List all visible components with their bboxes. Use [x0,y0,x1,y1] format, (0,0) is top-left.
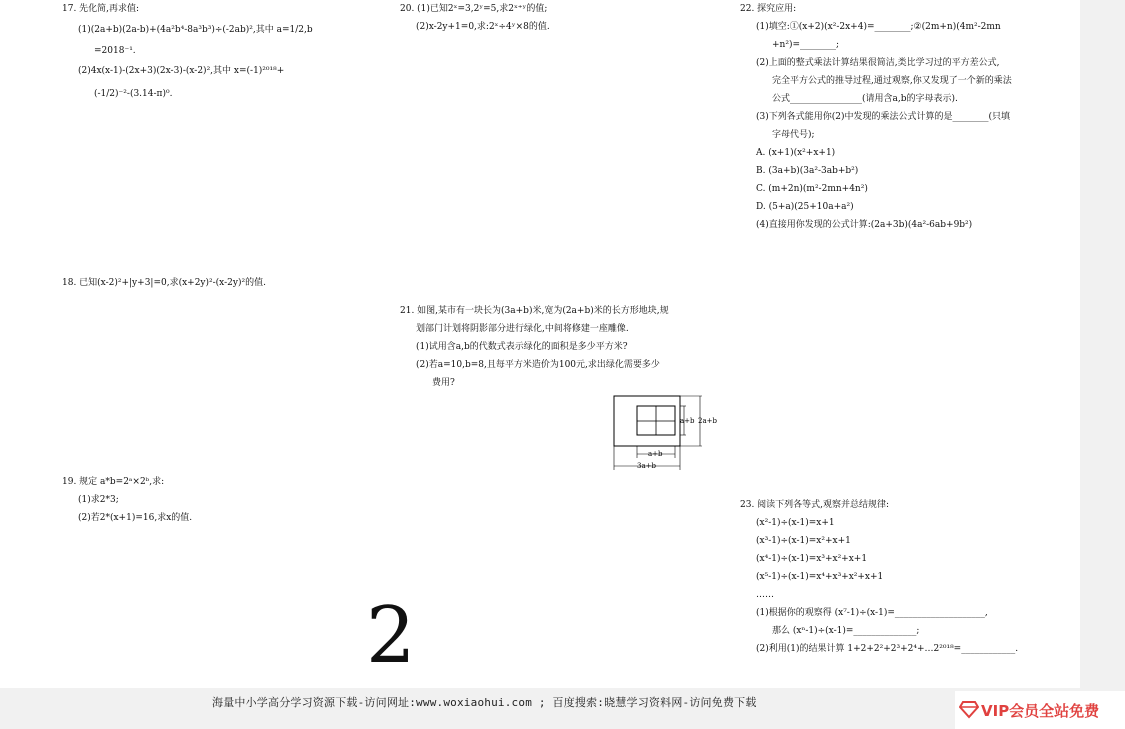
q22-option-d: D. (5+a)(25+10a+a²) [756,202,854,212]
q22-line6: (3)下列各式能用你(2)中发现的乘法公式计算的是________(只填 [756,112,1011,122]
q22-option-b: B. (3a+b)(3a²-3ab+b²) [756,166,859,176]
q17-title: 17. 先化简,再求值: [62,4,140,14]
q23-line2: 那么 (xⁿ-1)÷(x-1)=______________; [772,626,920,636]
question-21 [400,302,669,392]
q19-part1: (1)求2*3; [78,495,119,505]
q23-eq1: (x²-1)÷(x-1)=x+1 [756,518,835,528]
question-17 [62,0,313,103]
q19-title: 19. 规定 a*b=2ᵃ×2ᵇ,求: [62,477,165,487]
q22-line3: (2)上面的整式乘法计算结果很简洁,类比学习过的平方差公式, [756,58,1000,68]
question-18: 18. 已知(x-2)²+|y+3|=0,求(x+2y)²-(x-2y)²的值. [62,278,266,288]
q17-part2: (2)4x(x-1)-(2x+3)(2x-3)-(x-2)²,其中 x=(-1)²⁰¹⁸+ [78,66,285,76]
q23-line1: (1)根据你的观察得 (x⁷-1)÷(x-1)=____________________, [756,608,988,618]
q22-line2: +n²)=________; [772,40,840,50]
q23-eq4: (x⁵-1)÷(x-1)=x⁴+x³+x²+x+1 [756,572,884,582]
q22-line1: (1)填空:①(x+2)(x²-2x+4)=________;②(2m+n)(4m²-2mn [756,22,1001,32]
question-23 [740,496,1018,658]
q21-line2: 划部门计划将阴影部分进行绿化,中间将修建一座雕像. [416,324,629,334]
q22-line4: 完全平方公式的推导过程,通过观察,你又发现了一个新的乘法 [772,76,1012,86]
q20-part1: 20. (1)已知2ˣ=3,2ʸ=5,求2ˣ⁺ʸ的值; [400,4,548,14]
q20-part2: (2)x-2y+1=0,求:2ˣ÷4ʸ×8的值. [416,22,550,32]
q22-option-c: C. (m+2n)(m²-2mn+4n²) [756,184,868,194]
q23-eq3: (x⁴-1)÷(x-1)=x³+x²+x+1 [756,554,868,564]
vip-badge[interactable] [955,691,1125,729]
question-22 [740,0,1012,234]
q17-part2-cont: (-1/2)⁻²-(3.14-π)⁰. [94,89,173,99]
footer-banner: 海量中小学高分学习资源下载-访问网址:www.woxiaohui.com ; 百度搜索:晓慧学习资料网-访问免费下载 [212,696,757,709]
page-number: 2 [366,591,416,681]
q21-line3: (1)试用含a,b的代数式表示绿化的面积是多少平方米? [416,342,628,352]
q22-line7: 字母代号); [772,130,815,140]
q17-part1-cont: =2018⁻¹. [94,46,136,56]
q22-option-a: A. (x+1)(x²+x+1) [756,148,836,158]
q21-line5: 费用? [432,378,455,388]
q17-part1: (1)(2a+b)(2a-b)+(4a²b⁴-8a³b³)÷(-2ab)²,其中 a=1/2,b [78,25,313,35]
question-19 [62,473,192,527]
q23-dots: …… [756,590,774,600]
question-20 [400,0,550,36]
q23-eq2: (x³-1)÷(x-1)=x²+x+1 [756,536,851,546]
diamond-icon [959,699,979,719]
q21-figure [606,388,726,472]
fig-label-inner-h: a+b [680,417,695,425]
q23-line3: (2)利用(1)的结果计算 1+2+2²+2³+2⁴+…2²⁰¹⁸=____________. [756,644,1019,654]
q22-line5: 公式________________(请用含a,b的字母表示). [772,94,958,104]
fig-label-outer-h: 2a+b [698,417,717,425]
q23-title: 23. 阅读下列各等式,观察并总结规律: [740,500,890,510]
fig-label-outer-w: 3a+b [637,462,656,470]
q22-line8: (4)直接用你发现的公式计算:(2a+3b)(4a²-6ab+9b²) [756,220,973,230]
q21-line4: (2)若a=10,b=8,且每平方米造价为100元,求出绿化需要多少 [416,360,660,370]
q22-title: 22. 探究应用: [740,4,797,14]
q21-line1: 21. 如图,某市有一块长为(3a+b)米,宽为(2a+b)米的长方形地块,规 [400,306,669,316]
fig-label-inner-w: a+b [648,450,663,458]
q19-part2: (2)若2*(x+1)=16,求x的值. [78,513,193,523]
vip-text: VIP会员全站免费 [981,702,1100,720]
